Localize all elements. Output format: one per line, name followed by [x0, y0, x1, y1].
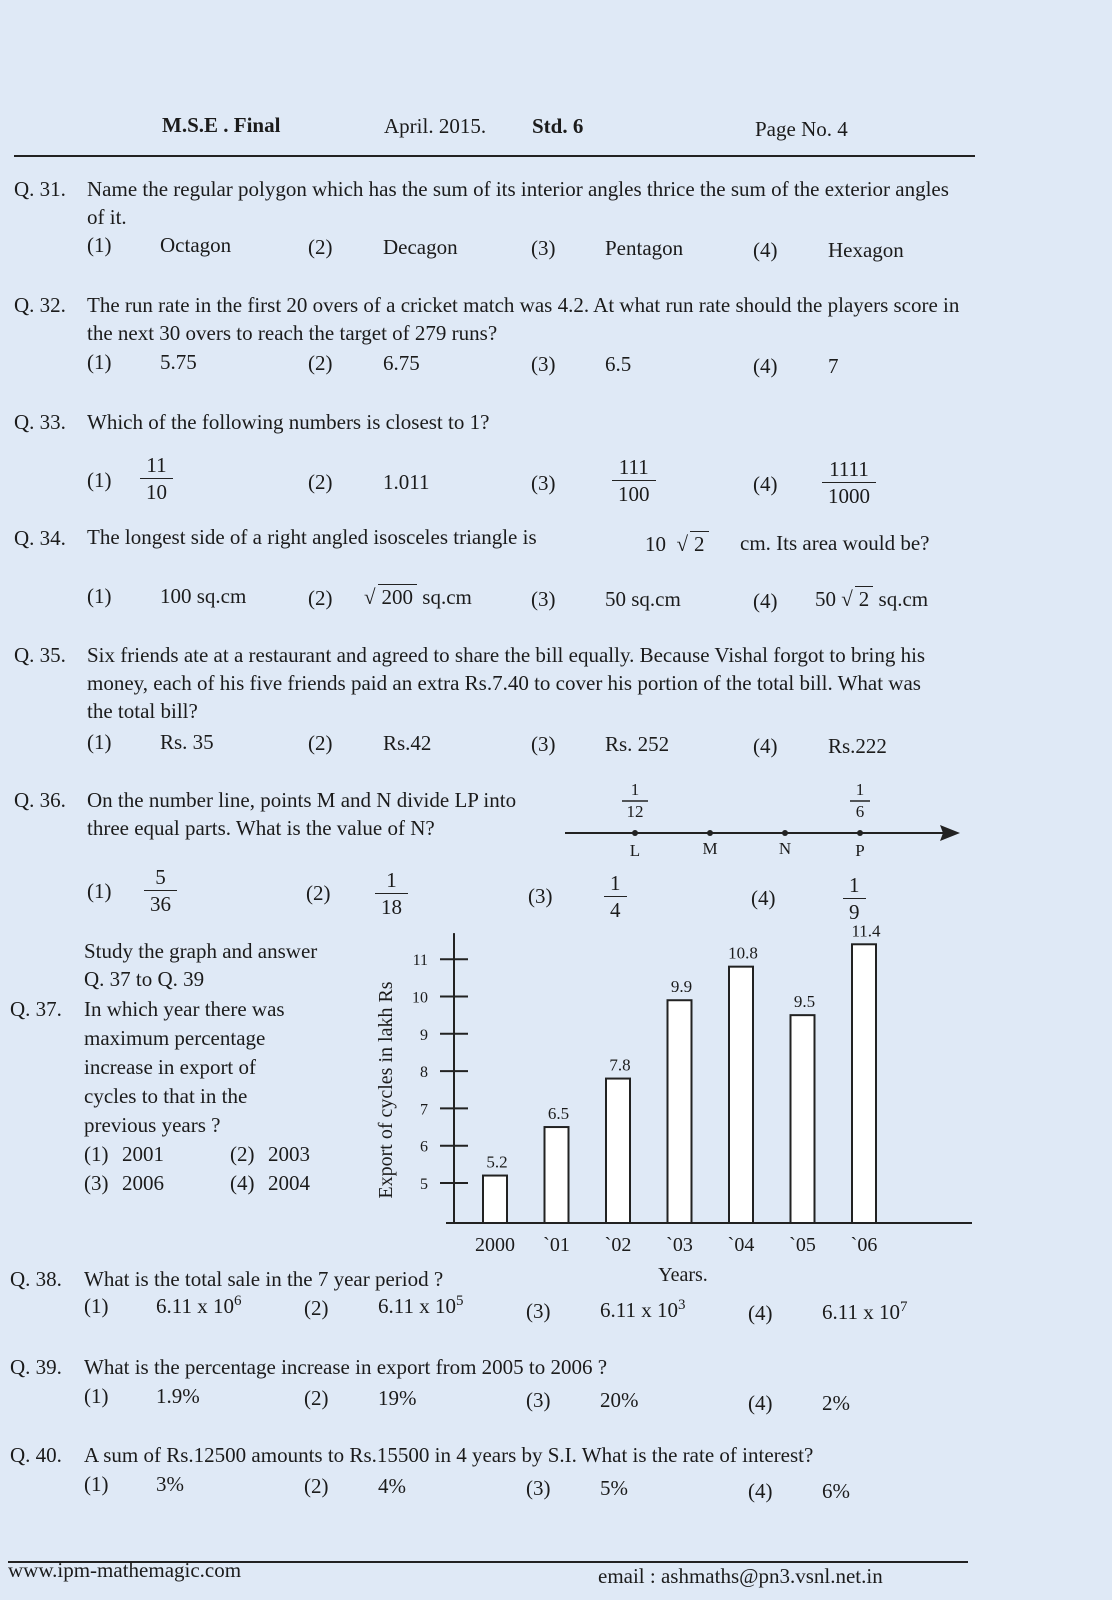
radicand: 2: [690, 531, 709, 557]
option-number: (1): [87, 879, 112, 903]
bar: [606, 1079, 630, 1223]
bar: [668, 1000, 692, 1223]
option-value: Hexagon: [828, 238, 904, 262]
question-text: On the number line, points M and N divide LP into three equal parts. What is the value of N?: [87, 788, 517, 840]
option-number: (2): [308, 351, 333, 375]
page-number: Page No. 4: [755, 117, 848, 141]
p-denominator: 6: [855, 802, 865, 821]
option-number: (2): [230, 1142, 255, 1166]
option-number: (1): [87, 350, 112, 374]
numerator: 1: [610, 871, 621, 895]
question-text: What is the percentage increase in export from 2005 to 2006 ?: [84, 1355, 608, 1379]
option-value: Rs.42: [383, 731, 432, 755]
option-number: (4): [751, 886, 776, 910]
option-number: (3): [531, 352, 556, 376]
numerator: 1: [386, 868, 397, 892]
option-number: (4): [753, 472, 778, 496]
option-value: 3%: [156, 1472, 184, 1496]
bar-value-label: 6.5: [547, 1104, 570, 1124]
option-value: 2003: [268, 1142, 310, 1166]
option-value: 6.5: [605, 352, 632, 376]
option-number: (3): [526, 1299, 551, 1323]
number-line-arrow: [940, 825, 960, 841]
option-number: (4): [748, 1301, 773, 1325]
question-text-line: In which year there was: [84, 997, 285, 1021]
option-number: (4): [753, 589, 778, 613]
bar-value-label: 11.4: [851, 921, 881, 941]
l-numerator: 1: [630, 780, 640, 799]
exponent: 3: [677, 1297, 686, 1313]
option-number: (3): [531, 732, 556, 756]
question-number: Q. 33.: [14, 410, 66, 434]
denominator: 100: [612, 480, 656, 505]
denominator: 1000: [822, 482, 876, 507]
option-number: (2): [308, 235, 333, 259]
option-number: (3): [531, 587, 556, 611]
question-text-tail: cm. Its area would be?: [740, 531, 930, 555]
question-number: Q. 36.: [14, 788, 66, 812]
bar-value-label: 5.2: [486, 1152, 508, 1172]
option-number: (1): [84, 1142, 109, 1166]
option-value: 100 sq.cm: [160, 584, 247, 608]
point-m: [707, 830, 713, 836]
bar-value-label: 10.8: [728, 943, 758, 963]
base: 6.11 x 10: [600, 1298, 678, 1322]
question-number: Q. 31.: [14, 177, 66, 201]
number-line: [560, 782, 970, 862]
p-numerator: 1: [855, 780, 865, 799]
x-tick-label: `01: [543, 1234, 570, 1256]
square-root: √ 200: [364, 584, 417, 610]
base: 6.11 x 10: [156, 1294, 234, 1318]
fraction: [843, 874, 866, 923]
option-number: (4): [753, 734, 778, 758]
question-text: The longest side of a right angled isosceles triangle is: [87, 525, 537, 549]
option-value: 6.75: [383, 351, 420, 375]
option-number: (1): [87, 468, 112, 492]
option-number: (1): [87, 584, 112, 608]
numerator: 1111: [829, 457, 869, 481]
option-number: (1): [84, 1294, 109, 1318]
fraction: [822, 458, 876, 507]
denominator: 36: [144, 890, 177, 915]
question-number: Q. 32.: [14, 293, 66, 317]
option-value: 2004: [268, 1171, 310, 1195]
option-value: 2006: [122, 1171, 164, 1195]
exponent: 7: [899, 1299, 908, 1315]
y-tick-label: 11: [412, 952, 428, 970]
bar: [729, 967, 753, 1223]
option-number: (3): [531, 236, 556, 260]
question-text: What is the total sale in the 7 year period ?: [84, 1267, 444, 1291]
option-value: [822, 1300, 907, 1325]
option-value: 2001: [122, 1142, 164, 1166]
option-number: (2): [304, 1386, 329, 1410]
option-value: Octagon: [160, 233, 232, 257]
footer-email[interactable]: email : ashmaths@pn3.vsnl.net.in: [598, 1564, 883, 1588]
option-value: 7: [828, 354, 839, 378]
bar: [791, 1015, 815, 1223]
bar-value-label: 9.9: [670, 977, 693, 997]
study-range: Q. 37 to Q. 39: [84, 967, 205, 991]
option-value: [156, 1294, 241, 1319]
denominator: 4: [604, 896, 627, 921]
bar: [483, 1176, 507, 1223]
label-n: N: [778, 839, 792, 858]
y-tick-label: 8: [420, 1064, 428, 1082]
point-l: [632, 830, 638, 836]
y-tick-label: 9: [420, 1026, 428, 1044]
option-value: Rs.222: [828, 734, 887, 758]
fraction: [604, 872, 627, 921]
question-math: [645, 531, 709, 557]
y-tick-label: 5: [420, 1176, 428, 1193]
question-text-line: maximum percentage: [84, 1026, 266, 1050]
option-number: (3): [531, 471, 556, 495]
unit: sq.cm: [878, 587, 929, 611]
base: 6.11 x 10: [822, 1300, 900, 1324]
option-value: [364, 584, 472, 610]
label-m: M: [702, 839, 718, 858]
option-value: 6%: [822, 1479, 850, 1503]
option-number: (2): [304, 1474, 329, 1498]
option-value: 20%: [600, 1388, 639, 1412]
y-tick-label: 10: [412, 989, 428, 1007]
question-number: Q. 40.: [10, 1443, 62, 1467]
option-number: (2): [306, 881, 331, 905]
bar-value-label: 7.8: [609, 1055, 631, 1075]
export-bar-chart: [360, 921, 980, 1286]
radicand: 2: [855, 586, 874, 612]
denominator: 10: [140, 478, 173, 503]
question-number: Q. 34.: [14, 526, 66, 550]
fraction: [612, 456, 656, 505]
question-text: Name the regular polygon which has the sum of its interior angles thrice the sum of the exterior angles of it.: [87, 177, 949, 229]
y-axis-label: Export of cycles in lakh Rs: [375, 981, 397, 1199]
exam-title: M.S.E . Final: [162, 113, 281, 137]
option-number: (3): [526, 1476, 551, 1500]
exam-date: April. 2015.: [384, 114, 487, 138]
fraction: [375, 869, 408, 918]
option-value: [378, 1294, 463, 1319]
question-text: The run rate in the first 20 overs of a cricket match was 4.2. At what run rate should the players score in the next 30 overs to reach the target of 279 runs?: [87, 293, 960, 345]
numerator: 111: [618, 455, 649, 479]
label-p: P: [855, 841, 865, 860]
option-number: (1): [84, 1384, 109, 1408]
option-number: (1): [87, 730, 112, 754]
numerator: 1: [849, 873, 860, 897]
option-value: 19%: [378, 1386, 417, 1410]
option-number: (2): [308, 731, 333, 755]
square-root: √ 2: [841, 586, 873, 612]
x-tick-label: 2000: [475, 1234, 515, 1256]
label-l: L: [629, 841, 641, 860]
question-number: Q. 38.: [10, 1267, 62, 1291]
option-value: 2%: [822, 1391, 850, 1415]
option-value: 5.75: [160, 350, 197, 374]
option-value: Decagon: [383, 235, 458, 259]
option-number: (4): [748, 1479, 773, 1503]
option-value: Pentagon: [605, 236, 684, 260]
fraction: [140, 454, 173, 503]
x-axis-label: Years.: [658, 1264, 708, 1286]
option-value: 5%: [600, 1476, 628, 1500]
question-text: Six friends ate at a restaurant and agreed to share the bill equally. Because Vishal forgot to bring his money, each of his five friends paid an extra Rs.7.40 to cover his portion of the total bill. What was the total bill?: [87, 643, 926, 723]
bar: [545, 1127, 569, 1223]
value: 10: [645, 532, 666, 556]
option-number: (4): [230, 1171, 255, 1195]
option-value: Rs. 252: [605, 732, 670, 756]
x-tick-label: `02: [604, 1234, 632, 1256]
option-value: 50 sq.cm: [605, 587, 681, 611]
square-root: √ 2: [671, 531, 708, 557]
coefficient: 50: [815, 587, 836, 611]
option-value: 4%: [378, 1474, 406, 1498]
denominator: 9: [843, 898, 866, 923]
x-tick-label: `04: [727, 1234, 755, 1256]
question-number: Q. 39.: [10, 1355, 62, 1379]
numerator: 11: [146, 453, 167, 477]
question-text: Which of the following numbers is closest to 1?: [87, 410, 490, 434]
y-tick-label: 6: [420, 1138, 428, 1156]
option-number: (1): [84, 1472, 109, 1496]
option-value: 1.9%: [156, 1384, 200, 1408]
question-text-line: increase in export of: [84, 1055, 257, 1079]
header-rule: [14, 155, 975, 157]
l-denominator: 12: [626, 802, 644, 821]
option-number: (1): [87, 233, 112, 257]
fraction: [144, 866, 177, 915]
option-number: (2): [308, 586, 333, 610]
option-number: (4): [753, 238, 778, 262]
question-text: A sum of Rs.12500 amounts to Rs.15500 in 4 years by S.I. What is the rate of interest?: [84, 1443, 814, 1467]
question-number: Q. 35.: [14, 643, 66, 667]
footer-website[interactable]: www.ipm-mathemagic.com: [8, 1558, 242, 1582]
standard: Std. 6: [532, 114, 584, 138]
unit: sq.cm: [422, 585, 472, 609]
y-tick-label: 7: [420, 1101, 428, 1119]
option-number: (4): [748, 1391, 773, 1415]
option-value: [600, 1298, 685, 1323]
option-value: 1.011: [383, 470, 430, 494]
study-instruction: Study the graph and answer: [84, 939, 318, 963]
numerator: 5: [155, 865, 166, 889]
question-text-line: cycles to that in the: [84, 1084, 248, 1108]
denominator: 18: [375, 893, 408, 918]
option-number: (4): [753, 354, 778, 378]
base: 6.11 x 10: [378, 1294, 456, 1318]
option-number: (2): [304, 1296, 329, 1320]
point-p: [857, 830, 863, 836]
exponent: 5: [455, 1293, 464, 1309]
x-tick-label: `03: [666, 1234, 693, 1256]
x-tick-label: `05: [789, 1234, 816, 1256]
option-value: [815, 586, 928, 612]
point-n: [782, 830, 788, 836]
option-number: (2): [308, 470, 333, 494]
option-value: Rs. 35: [160, 730, 214, 754]
option-number: (3): [528, 884, 553, 908]
x-tick-label: `06: [850, 1234, 878, 1256]
option-number: (3): [84, 1171, 109, 1195]
exponent: 6: [233, 1293, 242, 1309]
radicand: 200: [378, 584, 418, 610]
question-number: Q. 37.: [10, 997, 62, 1021]
bar: [852, 944, 876, 1223]
bar-value-label: 9.5: [793, 992, 816, 1012]
question-text-line: previous years ?: [84, 1113, 221, 1137]
option-number: (3): [526, 1388, 551, 1412]
